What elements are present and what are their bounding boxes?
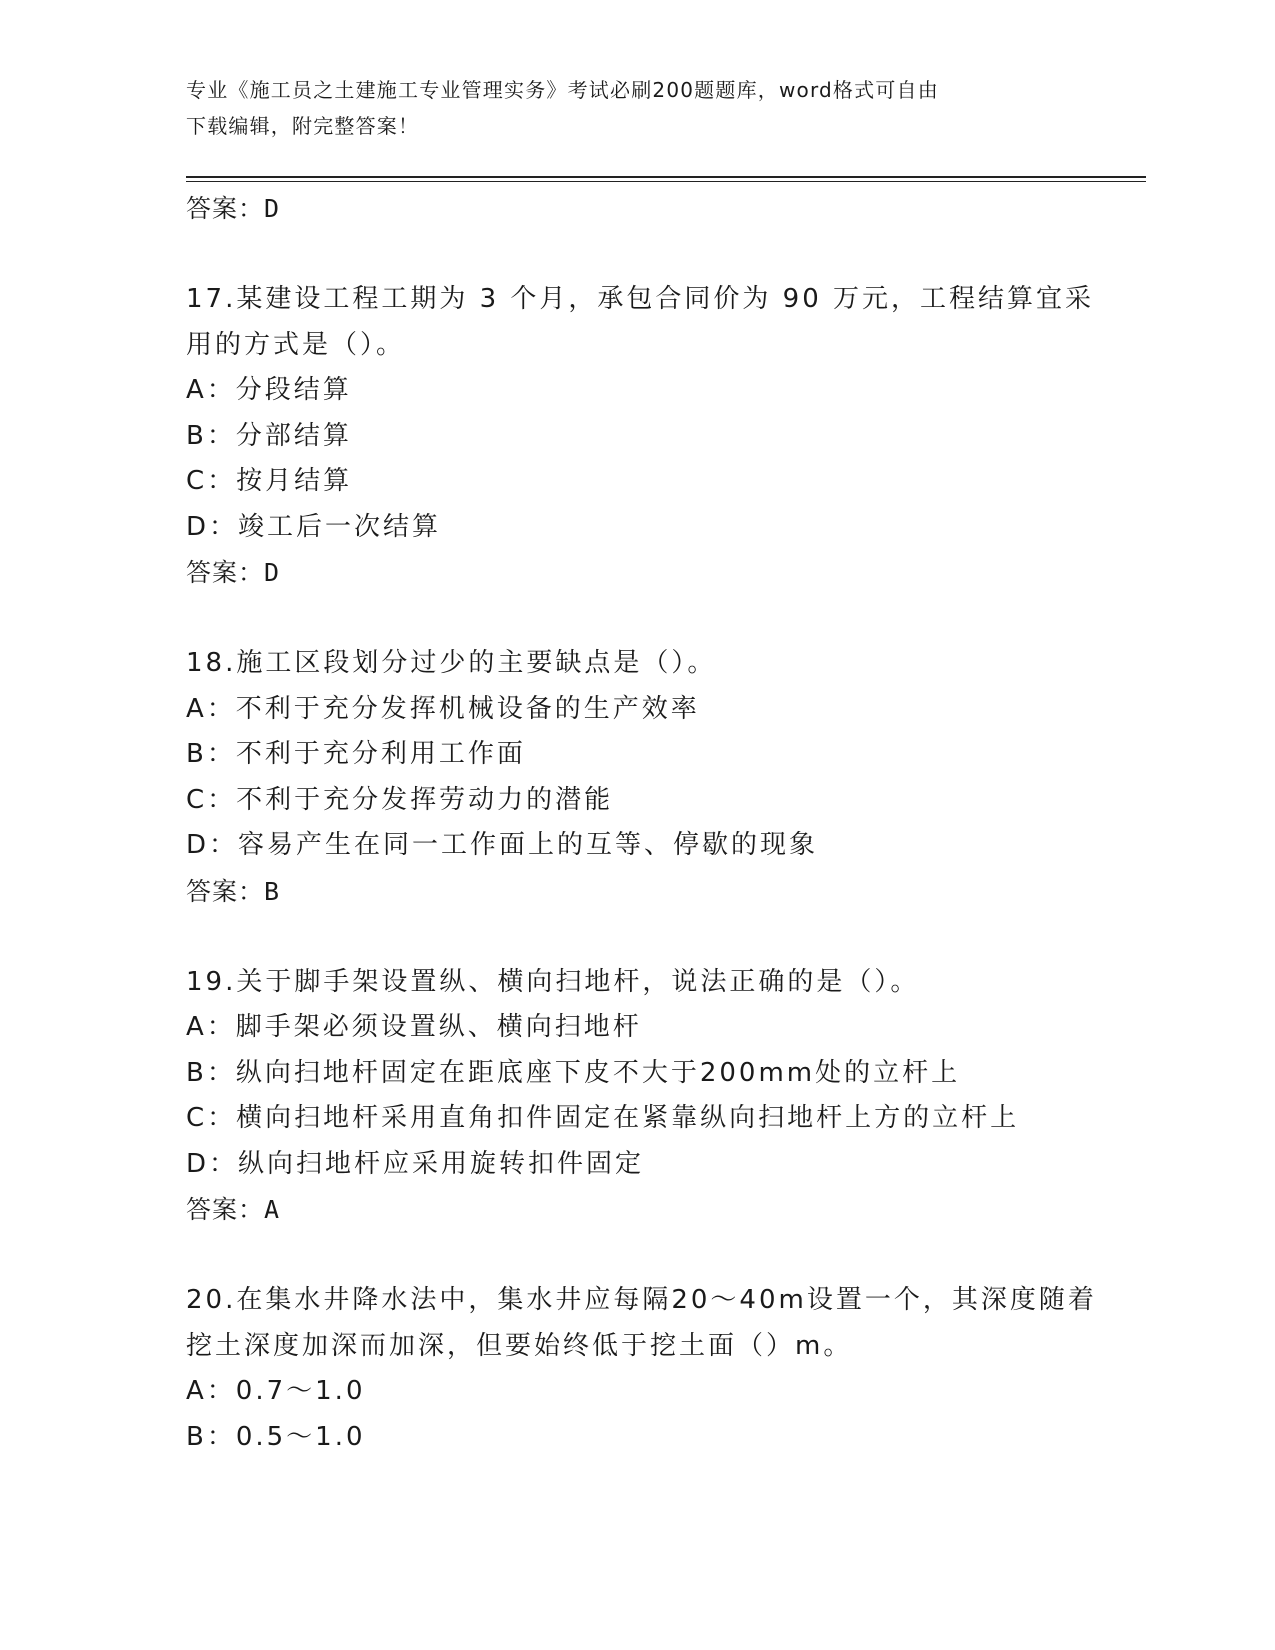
answer-label: 答案： xyxy=(186,876,265,906)
answer-line xyxy=(186,1187,1086,1233)
option-b: B：分部结算 xyxy=(186,420,352,451)
question-20 xyxy=(186,1278,1097,1460)
option-b: B：纵向扫地杆固定在距底座下皮不大于200mm处的立杆上 xyxy=(186,1057,961,1088)
option-d: D：竣工后一次结算 xyxy=(186,511,442,542)
option-c: C：按月结算 xyxy=(186,466,353,496)
option-d: D：容易产生在同一工作面上的互等、停歇的现象 xyxy=(186,830,819,860)
answer-label: 答案： xyxy=(186,1195,265,1224)
option-b: B：不利于充分利用工作面 xyxy=(186,739,526,769)
question-stem-line: 用的方式是（）。 xyxy=(186,329,406,360)
option-a: A：分段结算 xyxy=(186,375,352,405)
option-c: C：不利于充分发挥劳动力的潜能 xyxy=(186,784,614,815)
question-17 xyxy=(186,277,1095,596)
header-rule-thin xyxy=(186,181,1146,182)
header-line-1: 专业《施工员之土建施工专业管理实务》考试必刷200题题库，word格式可自由 xyxy=(186,78,939,102)
answer-line xyxy=(186,869,1086,915)
option-a: A：0.7～1.0 xyxy=(186,1376,366,1406)
answer-line xyxy=(186,550,1086,596)
header-line-2: 下载编辑，附完整答案！ xyxy=(186,114,420,138)
answer-label: 答案： xyxy=(186,194,265,223)
option-d: D：纵向扫地杆应采用旋转扣件固定 xyxy=(186,1148,645,1179)
question-18 xyxy=(186,641,1086,914)
option-b: B：0.5～1.0 xyxy=(186,1421,366,1452)
answer-line-16 xyxy=(186,186,1086,232)
option-a: A：脚手架必须设置纵、横向扫地杆 xyxy=(186,1012,642,1042)
option-a: A：不利于充分发挥机械设备的生产效率 xyxy=(186,693,700,724)
answer-value: D xyxy=(264,558,281,587)
answer-label: 答案： xyxy=(186,558,265,587)
question-stem-line: 18.施工区段划分过少的主要缺点是（）。 xyxy=(186,648,717,678)
page-content xyxy=(186,186,1097,1460)
header-rule-thick xyxy=(186,176,1146,178)
answer-value: B xyxy=(264,876,281,906)
answer-value: D xyxy=(264,194,281,223)
answer-value: A xyxy=(264,1195,281,1224)
question-stem-line: 19.关于脚手架设置纵、横向扫地杆，说法正确的是（）。 xyxy=(186,966,920,997)
option-c: C：横向扫地杆采用直角扣件固定在紧靠纵向扫地杆上方的立杆上 xyxy=(186,1103,1020,1133)
document-header xyxy=(186,72,1066,144)
question-19 xyxy=(186,960,1086,1233)
question-stem-line: 20.在集水井降水法中，集水井应每隔20～40m设置一个，其深度随着 xyxy=(186,1285,1097,1315)
question-stem-line: 挖土深度加深而加深，但要始终低于挖土面（）m。 xyxy=(186,1330,853,1361)
question-stem-line: 17.某建设工程工期为 3 个月，承包合同价为 90 万元，工程结算宜采 xyxy=(186,284,1095,314)
